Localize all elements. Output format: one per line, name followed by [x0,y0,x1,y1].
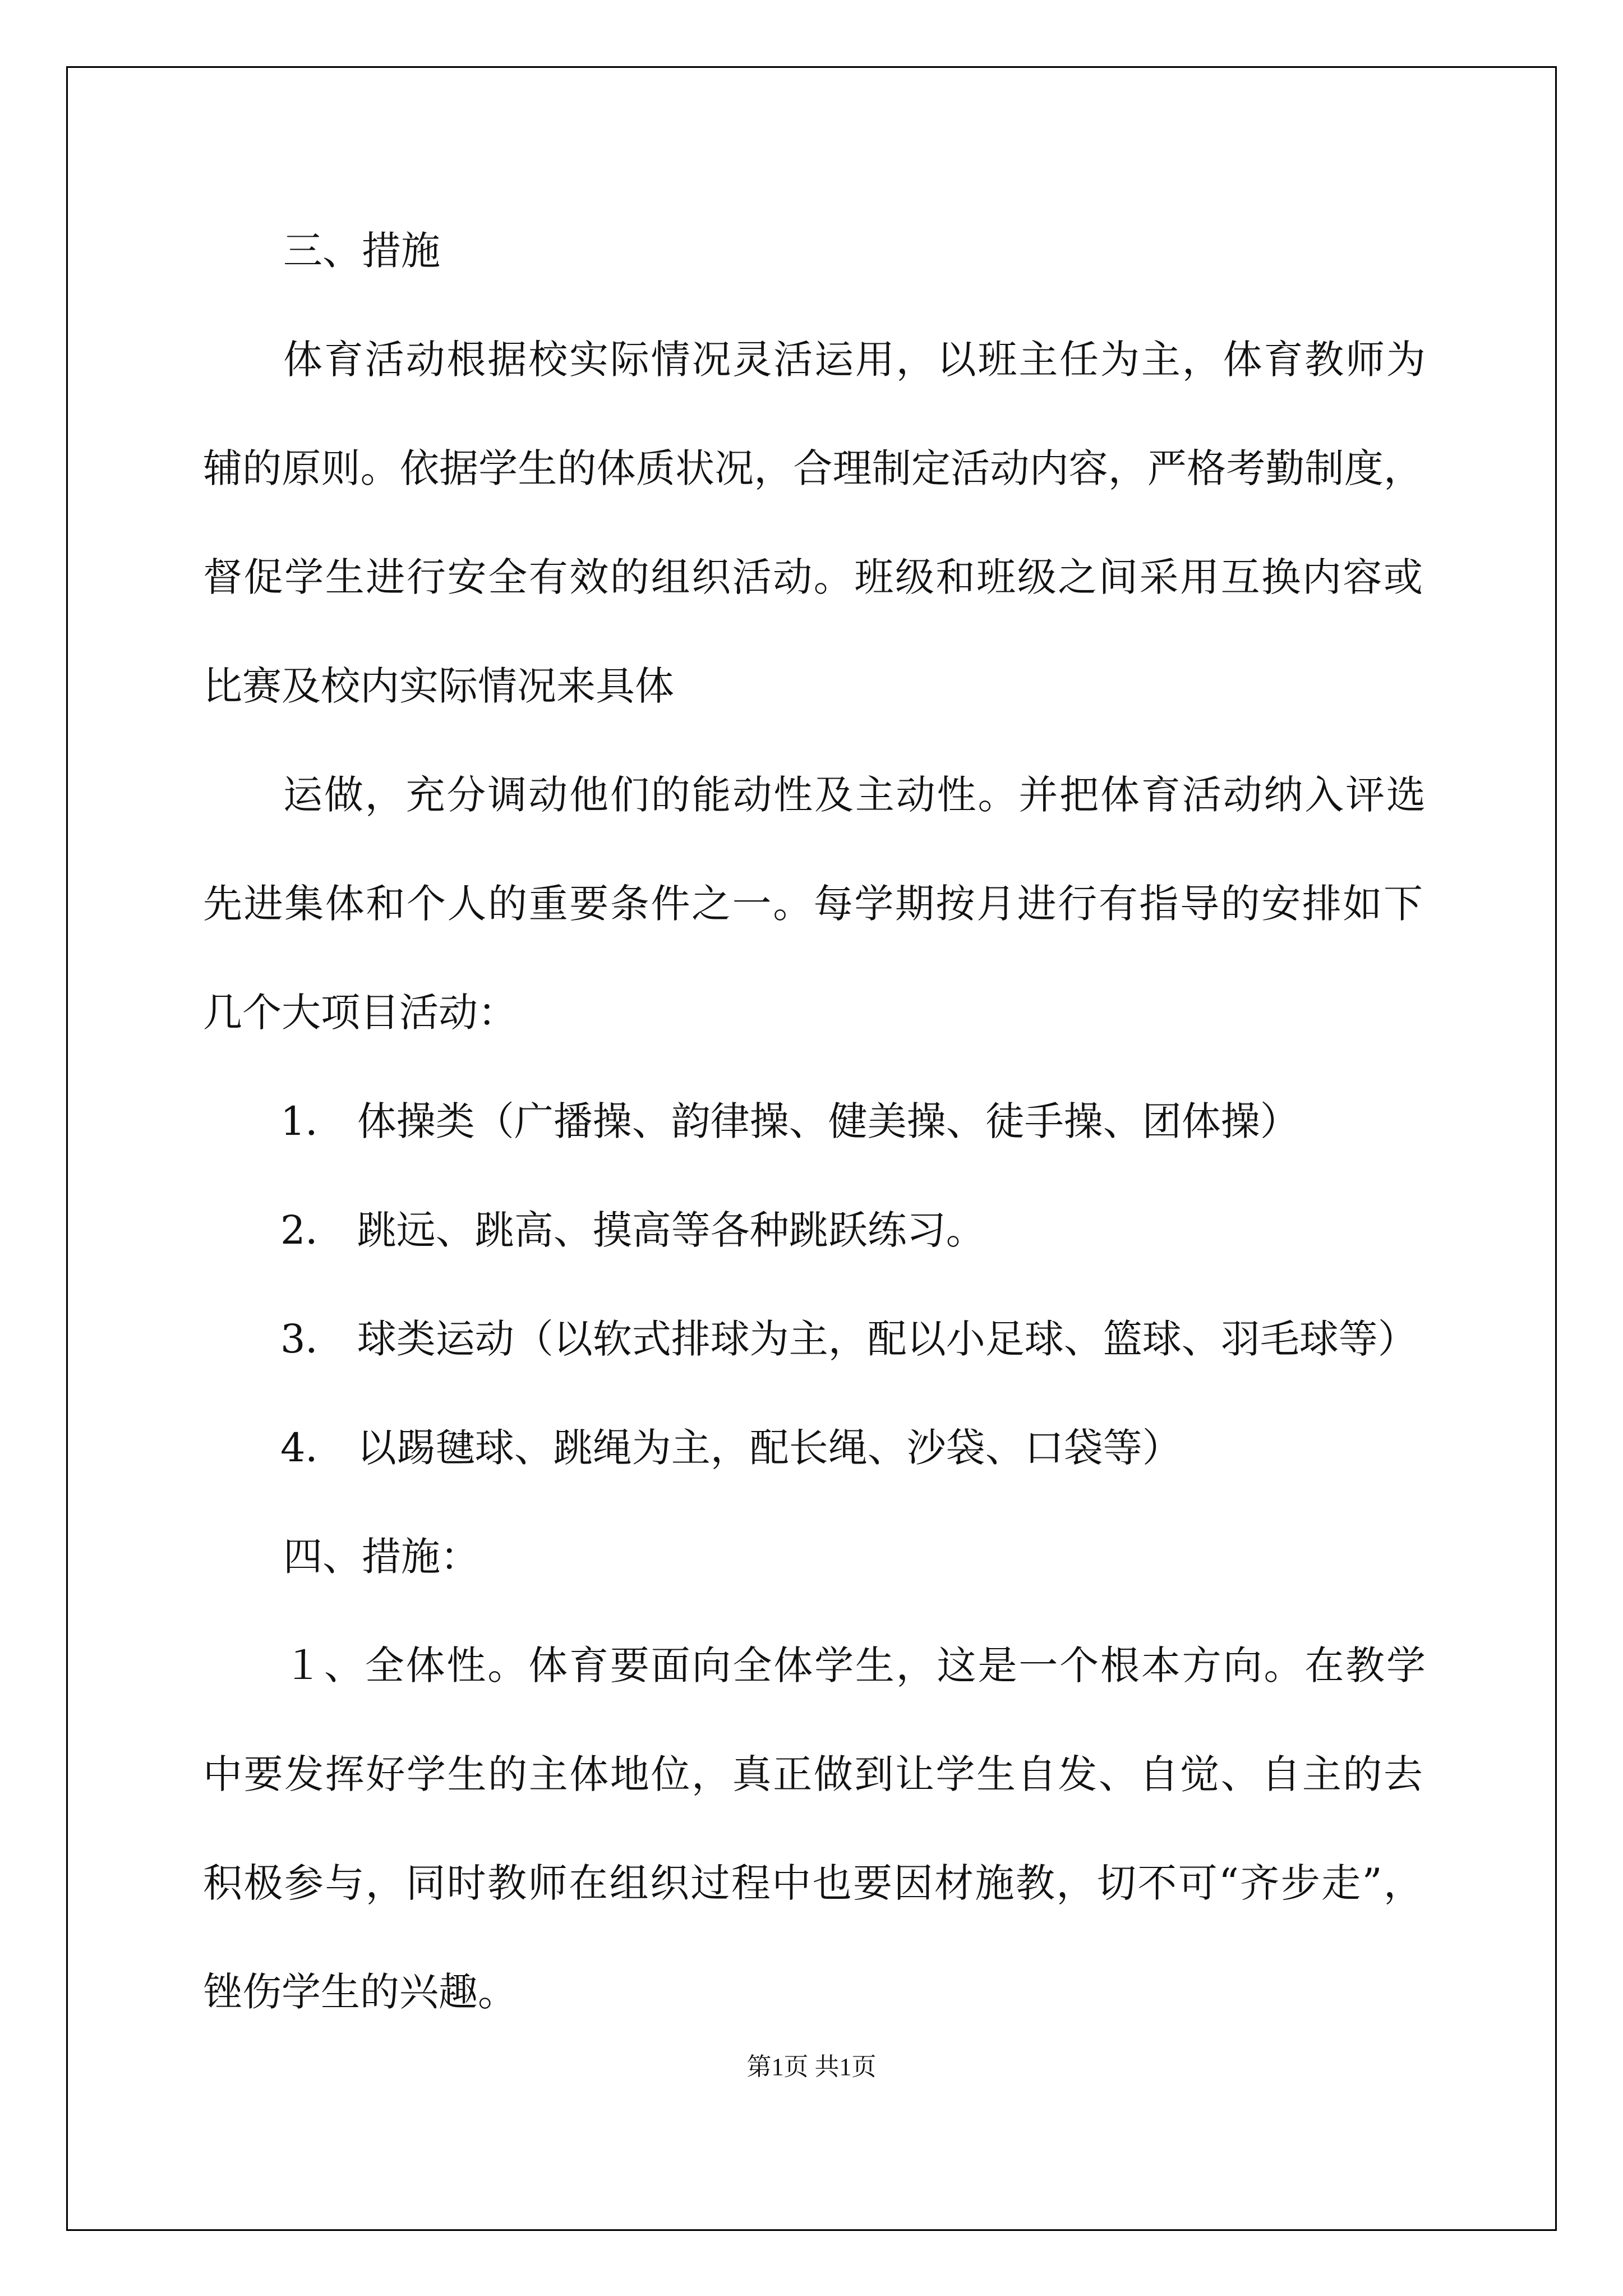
paragraph-line: 运做，充分调动他们的能动性及主动性。并把体育活动纳入评选 [283,772,1426,818]
paragraph-line: 比赛及校内实际情况来具体 [203,663,674,709]
paragraph-line: 几个大项目活动： [203,990,517,1036]
list-item-1: 1． 体操类（广播操、韵律操、健美操、徒手操、团体操） [280,1098,1299,1144]
paragraph-line: 中要发挥好学生的主体地位，真正做到让学生自发、自觉、自主的去 [203,1751,1423,1797]
paragraph-line: 锉伤学生的兴趣。 [203,1969,517,2015]
page-footer: 第1页 共1页 [746,2053,877,2081]
paragraph-line: 督促学生进行安全有效的组织活动。班级和班级之间采用互换内容或 [203,554,1423,600]
list-item-3: 3． 球类运动（以软式排球为主，配以小足球、篮球、羽毛球等） [280,1316,1417,1362]
section-heading-4: 四、措施： [283,1534,479,1580]
section-heading-3: 三、措施 [283,228,440,274]
paragraph-line: １、全体性。体育要面向全体学生，这是一个根本方向。在教学 [283,1642,1426,1688]
paragraph-line: 先进集体和个人的重要条件之一。每学期按月进行有指导的安排如下 [203,881,1423,927]
paragraph-line: 体育活动根据校实际情况灵活运用，以班主任为主，体育教师为 [283,337,1426,383]
paragraph-line: 积极参与，同时教师在组织过程中也要因材施教，切不可“齐步走”， [203,1860,1423,1906]
paragraph-line: 辅的原则。依据学生的体质状况，合理制定活动内容，严格考勤制度， [203,445,1423,491]
list-item-2: 2． 跳远、跳高、摸高等各种跳跃练习。 [280,1207,985,1253]
list-item-4: 4． 以踢毽球、跳绳为主，配长绳、沙袋、口袋等） [280,1425,1182,1471]
